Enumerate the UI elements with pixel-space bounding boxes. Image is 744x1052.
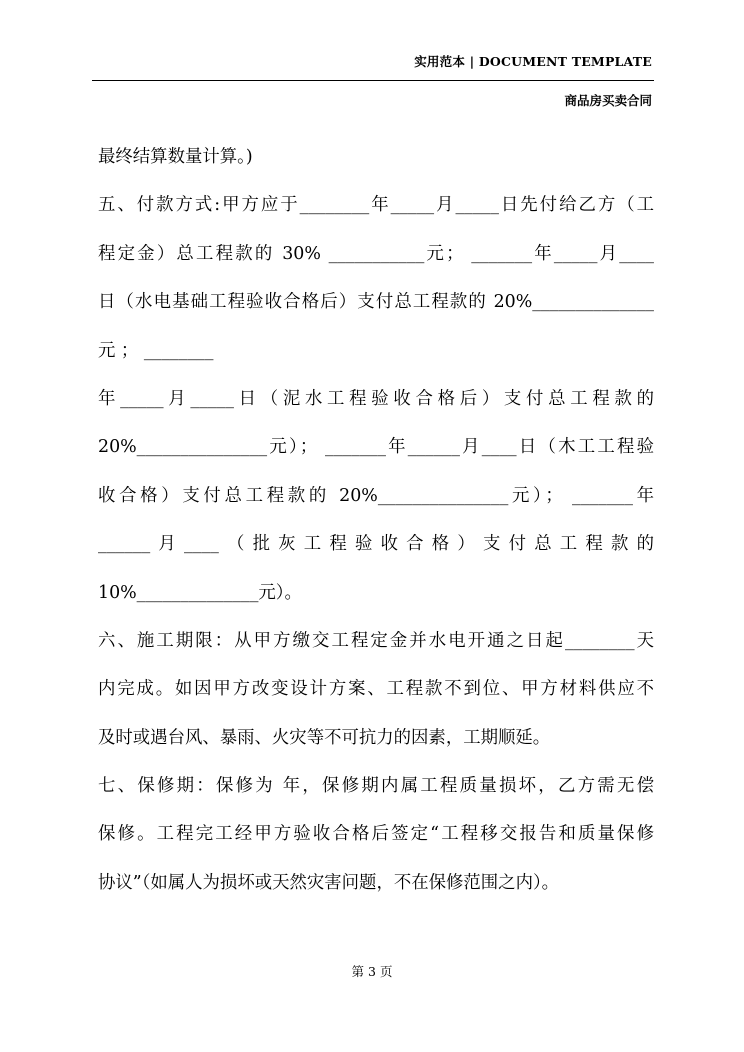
- contract-body: [98, 140, 654, 914]
- body-line: 六、施工期限：从甲方缴交工程定金并水电开通之日起________天: [98, 630, 654, 651]
- body-line: 保修。工程完工经甲方验收合格后签定“工程移交报告和质量保修: [98, 824, 654, 845]
- header-divider: [92, 80, 654, 81]
- body-line: 五、付款方式:甲方应于________年_____月_____日先付给乙方（工: [98, 195, 654, 216]
- body-line: 内完成。如因甲方改变设计方案、工程款不到位、甲方材料供应不: [98, 679, 654, 700]
- body-line: 及时或遇台风、暴雨、火灾等不可抗力的因素，工期顺延。: [98, 727, 551, 748]
- body-line: 最终结算数量计算。): [98, 147, 253, 167]
- body-line: 收合格）支付总工程款的 20%_______________元）； _______年: [98, 485, 654, 506]
- body-line: 协议”（如属人为损坏或天然灾害问题，不在保修范围之内）。: [98, 872, 560, 893]
- body-line: 10%______________元）。: [98, 582, 302, 603]
- body-line: ______月____（批灰工程验收合格）支付总工程款的: [98, 534, 654, 555]
- page-number: 第 3 页: [351, 964, 393, 979]
- header-subtitle: 商品房买卖合同: [564, 93, 652, 108]
- body-line: 日（水电基础工程验收合格后）支付总工程款的 20%______________: [98, 292, 654, 313]
- body-line: 元 ； ________: [98, 340, 214, 361]
- body-line: 七、保修期：保修为 年，保修期内属工程质量损坏，乙方需无偿: [98, 776, 654, 797]
- body-line: 20%_______________元）； _______年______月____日（木工工程验: [98, 437, 654, 458]
- header-title: 实用范本 | DOCUMENT TEMPLATE: [414, 54, 652, 69]
- body-line: 年_____月_____日（泥水工程验收合格后）支付总工程款的: [98, 388, 654, 409]
- body-line: 程定金）总工程款的 30% ___________元； _______年_____月____: [98, 243, 654, 264]
